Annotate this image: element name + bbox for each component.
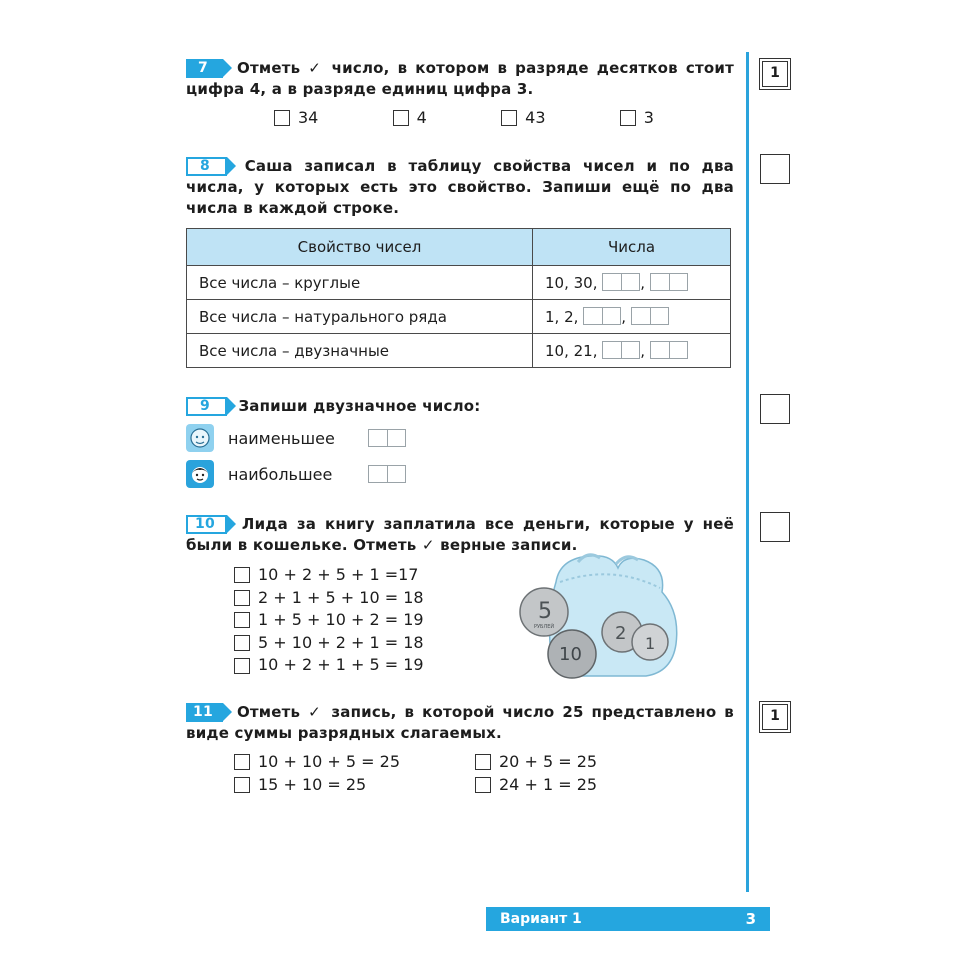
checkbox[interactable] (274, 110, 290, 126)
option[interactable]: 10 + 2 + 5 + 1 =17 (234, 564, 424, 587)
task-9-item-largest: наибольшее (186, 460, 406, 488)
task-7 (186, 58, 734, 127)
table-row: Все числа – натурального ряда 1, 2, , (187, 300, 731, 334)
option[interactable]: 10 + 2 + 1 + 5 = 19 (234, 654, 424, 677)
answer-cell[interactable] (583, 307, 621, 325)
checkmark-icon: ✓ (308, 703, 324, 721)
task-7-options (274, 108, 654, 127)
option[interactable]: 10 + 10 + 5 = 25 (234, 750, 400, 773)
checkbox[interactable] (234, 567, 250, 583)
checkmark-icon: ✓ (421, 536, 435, 554)
task-9-question: 9 Запиши двузначное число: (186, 396, 734, 417)
answer-cell[interactable] (650, 341, 688, 359)
svg-text:1: 1 (645, 634, 656, 653)
answer-cell[interactable] (650, 273, 688, 291)
coin-1-icon (632, 624, 668, 660)
option-34[interactable]: 34 (274, 108, 318, 127)
score-box-7[interactable]: 1 (762, 61, 788, 87)
option-43[interactable]: 43 (501, 108, 545, 127)
task-number-badge: 9 (186, 397, 227, 416)
purse-illustration (516, 552, 686, 684)
option-3[interactable]: 3 (620, 108, 654, 127)
task-9-item-smallest: наименьшее (186, 424, 406, 452)
checkbox[interactable] (475, 777, 491, 793)
checkbox[interactable] (501, 110, 517, 126)
task-10-options (234, 564, 424, 677)
checkmark-icon: ✓ (308, 59, 324, 77)
variant-label: Вариант 1 (500, 911, 582, 927)
option[interactable]: 15 + 10 = 25 (234, 773, 400, 796)
score-box-8[interactable] (760, 154, 790, 184)
task-11-question: 11 Отметь ✓ запись, в которой число 25 представлено в виде суммы разрядных слагаемых. (186, 703, 734, 742)
checkbox[interactable] (393, 110, 409, 126)
task-11-options-left (234, 750, 400, 796)
option-4[interactable]: 4 (393, 108, 427, 127)
table-header-property: Свойство чисел (187, 229, 533, 266)
answer-cell[interactable] (631, 307, 669, 325)
option[interactable]: 1 + 5 + 10 + 2 = 19 (234, 609, 424, 632)
task-number-badge: 10 (186, 515, 227, 534)
checkbox[interactable] (234, 612, 250, 628)
task-8 (186, 156, 734, 360)
svg-text:2: 2 (615, 623, 627, 644)
task-11-options-right (475, 750, 597, 796)
checkbox[interactable] (234, 635, 250, 651)
checkbox[interactable] (620, 110, 636, 126)
task-11 (186, 702, 734, 794)
coin-10-icon (548, 630, 596, 678)
answer-cell[interactable] (368, 429, 406, 447)
checkbox[interactable] (475, 754, 491, 770)
checkbox[interactable] (234, 658, 250, 674)
svg-text:РУБЛЕЙ: РУБЛЕЙ (534, 624, 555, 630)
task-10-question: 10 Лида за книгу заплатила все деньги, которые у неё были в кошельке. Отметь ✓ верные записи. (186, 515, 734, 554)
task-7-question: 7 Отметь ✓ число, в котором в разряде десятков стоит цифра 4, а в разряде единиц цифра 3. (186, 59, 734, 98)
table-row: Все числа – двузначные 10, 21, , (187, 334, 731, 368)
checkbox[interactable] (234, 590, 250, 606)
score-box-10[interactable] (760, 512, 790, 542)
table-header-numbers: Числа (533, 229, 731, 266)
answer-cell[interactable] (602, 273, 640, 291)
answer-cell[interactable] (602, 341, 640, 359)
answer-cell[interactable] (368, 465, 406, 483)
svg-text:10: 10 (559, 644, 582, 665)
score-box-9[interactable] (760, 394, 790, 424)
task-number-badge: 7 (186, 59, 223, 78)
option[interactable]: 5 + 10 + 2 + 1 = 18 (234, 632, 424, 655)
page-number: 3 (745, 910, 756, 928)
option[interactable]: 20 + 5 = 25 (475, 750, 597, 773)
table-row: Все числа – круглые 10, 30, , (187, 266, 731, 300)
task-9 (186, 396, 734, 484)
svg-text:5: 5 (538, 599, 552, 624)
footer-bar (486, 907, 770, 931)
score-box-11[interactable]: 1 (762, 704, 788, 730)
boy-icon (186, 460, 214, 488)
checkbox[interactable] (234, 777, 250, 793)
margin-line (746, 52, 749, 892)
checkbox[interactable] (234, 754, 250, 770)
coin-5-icon (520, 588, 568, 636)
task-8-question: 8 Саша записал в таблицу свойства чисел и по два числа, у которых есть это свойство. Запиши ещё по два числа в каждой строке. (186, 157, 734, 217)
option[interactable]: 24 + 1 = 25 (475, 773, 597, 796)
task-number-badge: 11 (186, 703, 223, 722)
properties-table (186, 228, 731, 368)
task-number-badge: 8 (186, 157, 227, 176)
girl-icon (186, 424, 214, 452)
option[interactable]: 2 + 1 + 5 + 10 = 18 (234, 587, 424, 610)
